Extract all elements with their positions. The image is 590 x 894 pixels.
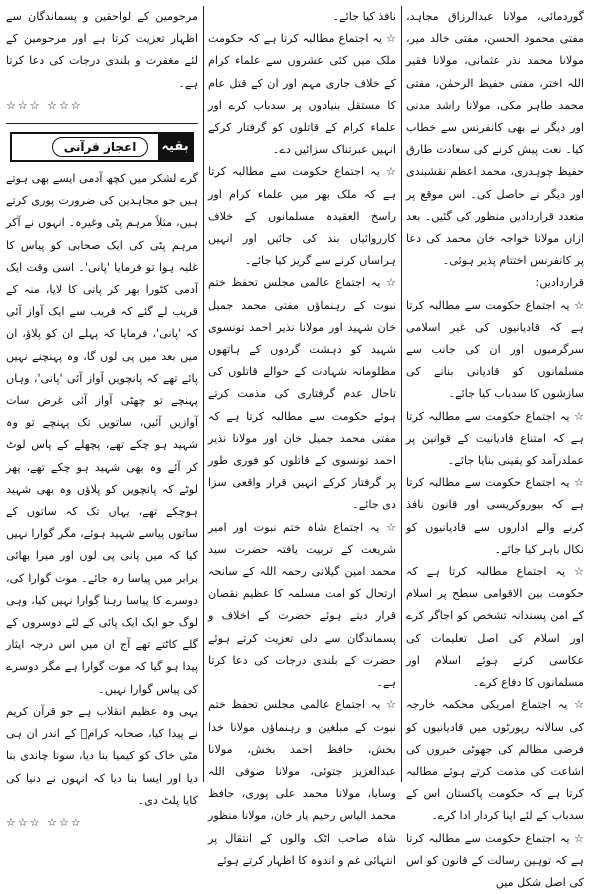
column-right <box>406 6 584 889</box>
resolution: ☆ یہ اجتماع عالمی مجلس تحفظ ختم نبوت کے رہنماؤں مفتی محمد جمیل خان شہید اور مولانا نذیر احمد تونسوی شہید کو دہشت گردوں کے ہاتھوں مظلومانہ شہادت کے حوالے قاتلوں کی تاحال عدم گرفتاری کی مذمت کرتے ہوئے حکومت سے مطالبہ کرتا ہے کہ مفتی محمد جمیل خان اور مولانا نذیر احمد تونسوی کے قاتلوں کو فوری طور پر گرفتار کرکے انہیں قرار واقعی سزا دی جائے۔ <box>208 276 396 512</box>
star-separator: ☆☆☆ ☆☆☆ <box>6 815 83 829</box>
column-divider <box>203 6 204 782</box>
column-left <box>6 6 198 829</box>
paragraph: یہی وہ عظیم انقلاب ہے جو قرآن کریم نے پیدا کیا، صحابہ کرامؓ کے اندر ان ہی مٹی خاک کو کیمیا بنا دیا، سونا چاندی بنا دیا اور ایسا بنا دیا کہ انہوں نے دنیا کی کایا پلٹ دی۔ <box>6 704 198 807</box>
paragraph: مرحومین کے لواحقین و پسماندگان سے اظہار تعزیت کرتا ہے اور مرحومین کے لئے مغفرت و بلندی درجات کی دعا کرتا ہے۔ <box>6 10 198 90</box>
rule-separator <box>6 123 198 124</box>
resolution: ☆ یہ اجتماع مطالبہ کرتا ہے کہ حکومت بین الاقوامی سطح پر اسلام کے امن پسندانہ تشخص کو اجاگر کرے اور اسلام کی اصل تعلیمات کی عکاسی کرتے ہوئے اسلام اور مسلمانوں کا دفاع کرے۔ <box>406 565 584 690</box>
resolution: ☆ یہ اجتماع عالمی مجلس تحفظ ختم نبوت کے مبلغین و رہنماؤں مولانا خدا بخش، حافظ احمد بخش، مولانا عبدالعزیز جتوئی، مولانا صوفی اللہ وسایا، مولانا محمد علی پوری، حافظ محمد الیاس رحیم یار خان، مولانا منظور شاہ صاحب اٹک والوں کے انتقال پر انتہائی غم و اندوہ کا اظہار کرتے ہوئے <box>208 698 396 867</box>
continuation-banner <box>10 132 194 162</box>
star-separator: ☆☆☆ ☆☆☆ <box>6 98 83 112</box>
article-title: اعجاز قرآنی <box>52 137 148 157</box>
paragraph: گوردمائی، مولانا عبدالرزاق مجاہد، مفتی محمود الحسن، مفتی خالد میر، مولانا محمد نذر عثمانی، مولانا فقیر اللہ اختر، مفتی حفیظ الرحمٰن، مفتی محمد طاہر مکی، مولانا راشد مدنی اور دیگر نے بھی کانفرنس سے خطاب کیا۔ نعت پیش کرنے کی سعادت طارق حفیظ چوہدری، محمد اعظم نقشبندی اور دیگر نے حاصل کی۔ اس موقع پر متعدد قراردادیں منظور کی گئیں۔ بعد ازاں مولانا خواجہ خان محمد کی دعا پر کانفرنس اختتام پذیر ہوئی۔ <box>406 10 584 268</box>
resolution: ☆ یہ اجتماع حکومت سے مطالبہ کرتا ہے کہ قادیانیوں کی غیر اسلامی سرگرمیوں اور ان کی جانب سے مسلمانوں کو قادیانی بنانے کی سازشوں کا سدباب کیا جائے۔ <box>406 298 584 401</box>
resolutions-heading: قراردادیں: <box>535 276 584 290</box>
column-divider <box>401 6 402 782</box>
paragraph: نافذ کیا جائے۔ <box>332 10 396 23</box>
resolution: ☆ یہ اجتماع مطالبہ کرتا ہے کہ حکومت ملک میں کئی عشروں سے علماء کرام کے خلاف جاری مہم اور ان کے قتل عام کا مستقل بنیادوں پر سدباب کرے اور علماء کرام کے قاتلوں کو گرفتار کرکے انہیں عبرتناک سزائیں دے۔ <box>208 32 396 157</box>
continued-tag: بقیہ <box>158 134 192 160</box>
resolution: ☆ یہ اجتماع حکومت سے مطالبہ کرتا ہے کہ امتناع قادیانیت کے قوانین پر عملدرآمد کو یقینی بنایا جائے۔ <box>406 409 584 468</box>
column-middle <box>208 6 396 867</box>
resolution: ☆ یہ اجتماع حکومت سے مطالبہ کرتا ہے کہ بیوروکریسی اور قانون نافذ کرنے والے اداروں سے قادیانیوں کو نکال باہر کیا جائے۔ <box>406 476 584 556</box>
resolution: ☆ یہ اجتماع امریکی محکمہ خارجہ کی سالانہ رپورٹوں میں قادیانیوں کو فرضی مظالم کی جھوٹی خبروں کی اشاعت کی مذمت کرتے ہوئے مطالبہ کرتا ہے کہ حکومت پاکستان اس کے سدباب کے لئے اپنا کردار ادا کرے۔ <box>406 698 584 823</box>
paragraph: گرے لشکر میں کچھ آدمی ایسے بھی ہوتے ہیں جو مجاہدین کی ضرورت پوری کرتے ہیں، مثلاً مرہم پٹی وغیرہ۔ انہوں نے آکر مرہم پٹی کی ایک صحابی کو پیاس کا غلبہ ہوا تو فرمایا 'پانی'۔ اسی وقت ایک آدمی کٹورا بھر کر پانی کا لایا، منہ کے قریب لے گئے کہ قریب سے ایک آواز آئی کہ 'پانی'، فرمایا کہ پہلے ان کو پلاؤ، ان میں بعد میں پی لوں گا، وہ پہنچنے نہیں پائے تھے کہ پانچویں آواز آئی 'پانی'، وہاں پہنچے تو چھٹی آواز آئی غرض سات آوازیں آئیں، ساتویں تک پہنچے تو وہ شہید ہو چکے تھے، پچھلے کے پاس لوٹ کر آئے وہ بھی شہید ہو چکے تھے، پھر لوٹے کہ پانچویں کو پلاؤں وہ بھی شہید ہوچکے تھے، یہاں تک کہ ساتوں کے ساتوں پیاسے شہید ہوئے، مگر گوارا نہیں کیا کہ میں پانی پی لوں اور میرا بھائی برابر میں پیاسا رہ جائے۔ موت گوارا کی، دوسرے کا پیاسا رہنا گوارا نہیں کیا، وہی لوگ جو ایک ایک پائی کے لئے دوسروں کے گلے کاٹتے تھے آج ان میں اس درجہ ایثار پیدا ہو گیا کہ موت گوارا ہے مگر دوسرے کی پیاس گوارا نہیں۔ <box>6 172 198 696</box>
resolution: ☆ یہ اجتماع حکومت سے مطالبہ کرتا ہے کہ توہین رسالت کے قانون کو اس کی اصل شکل میں <box>406 831 584 889</box>
resolution: ☆ یہ اجتماع حکومت سے مطالبہ کرتا ہے کہ ملک بھر میں علماء کرام اور راسخ العقیدہ مسلمانوں کے خلاف کارروائیاں بند کی جائیں اور انہیں ہراساں کرنے سے گریز کیا جائے۔ <box>208 165 396 268</box>
resolution: ☆ یہ اجتماع شاہ ختم نبوت اور امیر شریعت کے تربیت یافتہ حضرت سید محمد امین گیلانی رحمہ اللہ کے سانحہ ارتحال کو امت مسلمہ کا عظیم نقصان قرار دیتے ہوئے حضرت کے اخلاف و پسماندگان سے دلی تعزیت کرتے ہوئے حضرت کے بلندی درجات کی دعا کرتا ہے۔ <box>208 520 396 690</box>
